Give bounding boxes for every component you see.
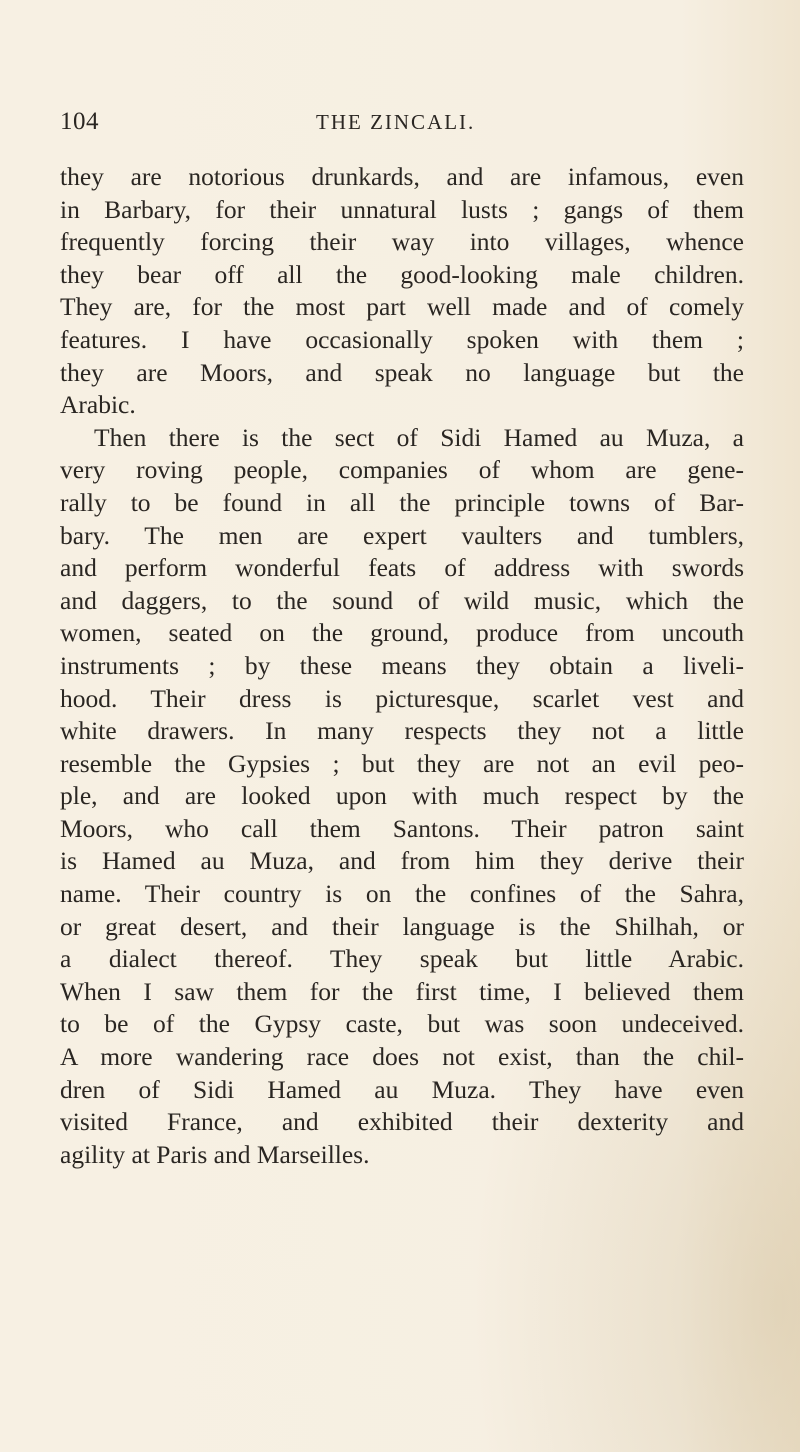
text-line: features. I have occasionally spoken with them ;	[60, 324, 744, 354]
body-text	[60, 161, 744, 1171]
text-line: they are notorious drunkards, and are infamous, even	[60, 162, 744, 191]
text-line: very roving people, companies of whom are gene-	[60, 455, 744, 485]
text-line: rally to be found in all the principle towns of Bar-	[60, 487, 744, 517]
text-line: they are Moors, and speak no language but the	[60, 357, 744, 387]
text-line: Arabic.	[60, 390, 136, 420]
text-line: dren of Sidi Hamed au Muza. They have even	[60, 1074, 744, 1104]
text-line: ple, and are looked upon with much respect by the	[60, 781, 744, 811]
text-line: they bear off all the good-looking male children.	[60, 259, 744, 289]
text-line: is Hamed au Muza, and from him they derive their	[60, 846, 744, 876]
text-line: hood. Their dress is picturesque, scarlet vest and	[60, 683, 744, 713]
text-line: frequently forcing their way into villages, whence	[60, 227, 744, 257]
text-line: They are, for the most part well made and of comely	[60, 292, 744, 322]
text-line: and daggers, to the sound of wild music, which the	[60, 585, 744, 615]
text-line: white drawers. In many respects they not a little	[60, 716, 744, 746]
text-line: Then there is the sect of Sidi Hamed au Muza, a	[94, 422, 744, 452]
text-line: a dialect thereof. They speak but little Arabic.	[60, 944, 744, 974]
text-line: Moors, who call them Santons. Their patron saint	[60, 813, 744, 843]
text-line: instruments ; by these means they obtain a liveli-	[60, 650, 744, 680]
text-line: visited France, and exhibited their dexterity and	[60, 1107, 744, 1137]
text-line: and perform wonderful feats of address with swords	[60, 553, 744, 583]
text-line: A more wandering race does not exist, than the chil-	[60, 1042, 744, 1072]
text-line: or great desert, and their language is the Shilhah, or	[60, 911, 744, 941]
page-header	[60, 108, 740, 142]
text-line: When I saw them for the first time, I believed them	[60, 976, 744, 1006]
text-line: name. Their country is on the confines of the Sahra,	[60, 879, 744, 909]
running-head: THE ZINCALI.	[316, 110, 476, 134]
text-line: women, seated on the ground, produce from uncouth	[60, 618, 744, 648]
text-line: resemble the Gypsies ; but they are not an evil peo-	[60, 748, 744, 778]
text-line: to be of the Gypsy caste, but was soon undeceived.	[60, 1009, 744, 1039]
text-line: bary. The men are expert vaulters and tumblers,	[60, 520, 744, 550]
text-line: in Barbary, for their unnatural lusts ; gangs of them	[60, 194, 744, 224]
text-line: agility at Paris and Marseilles.	[60, 1139, 370, 1169]
page-number: 104	[60, 108, 99, 135]
